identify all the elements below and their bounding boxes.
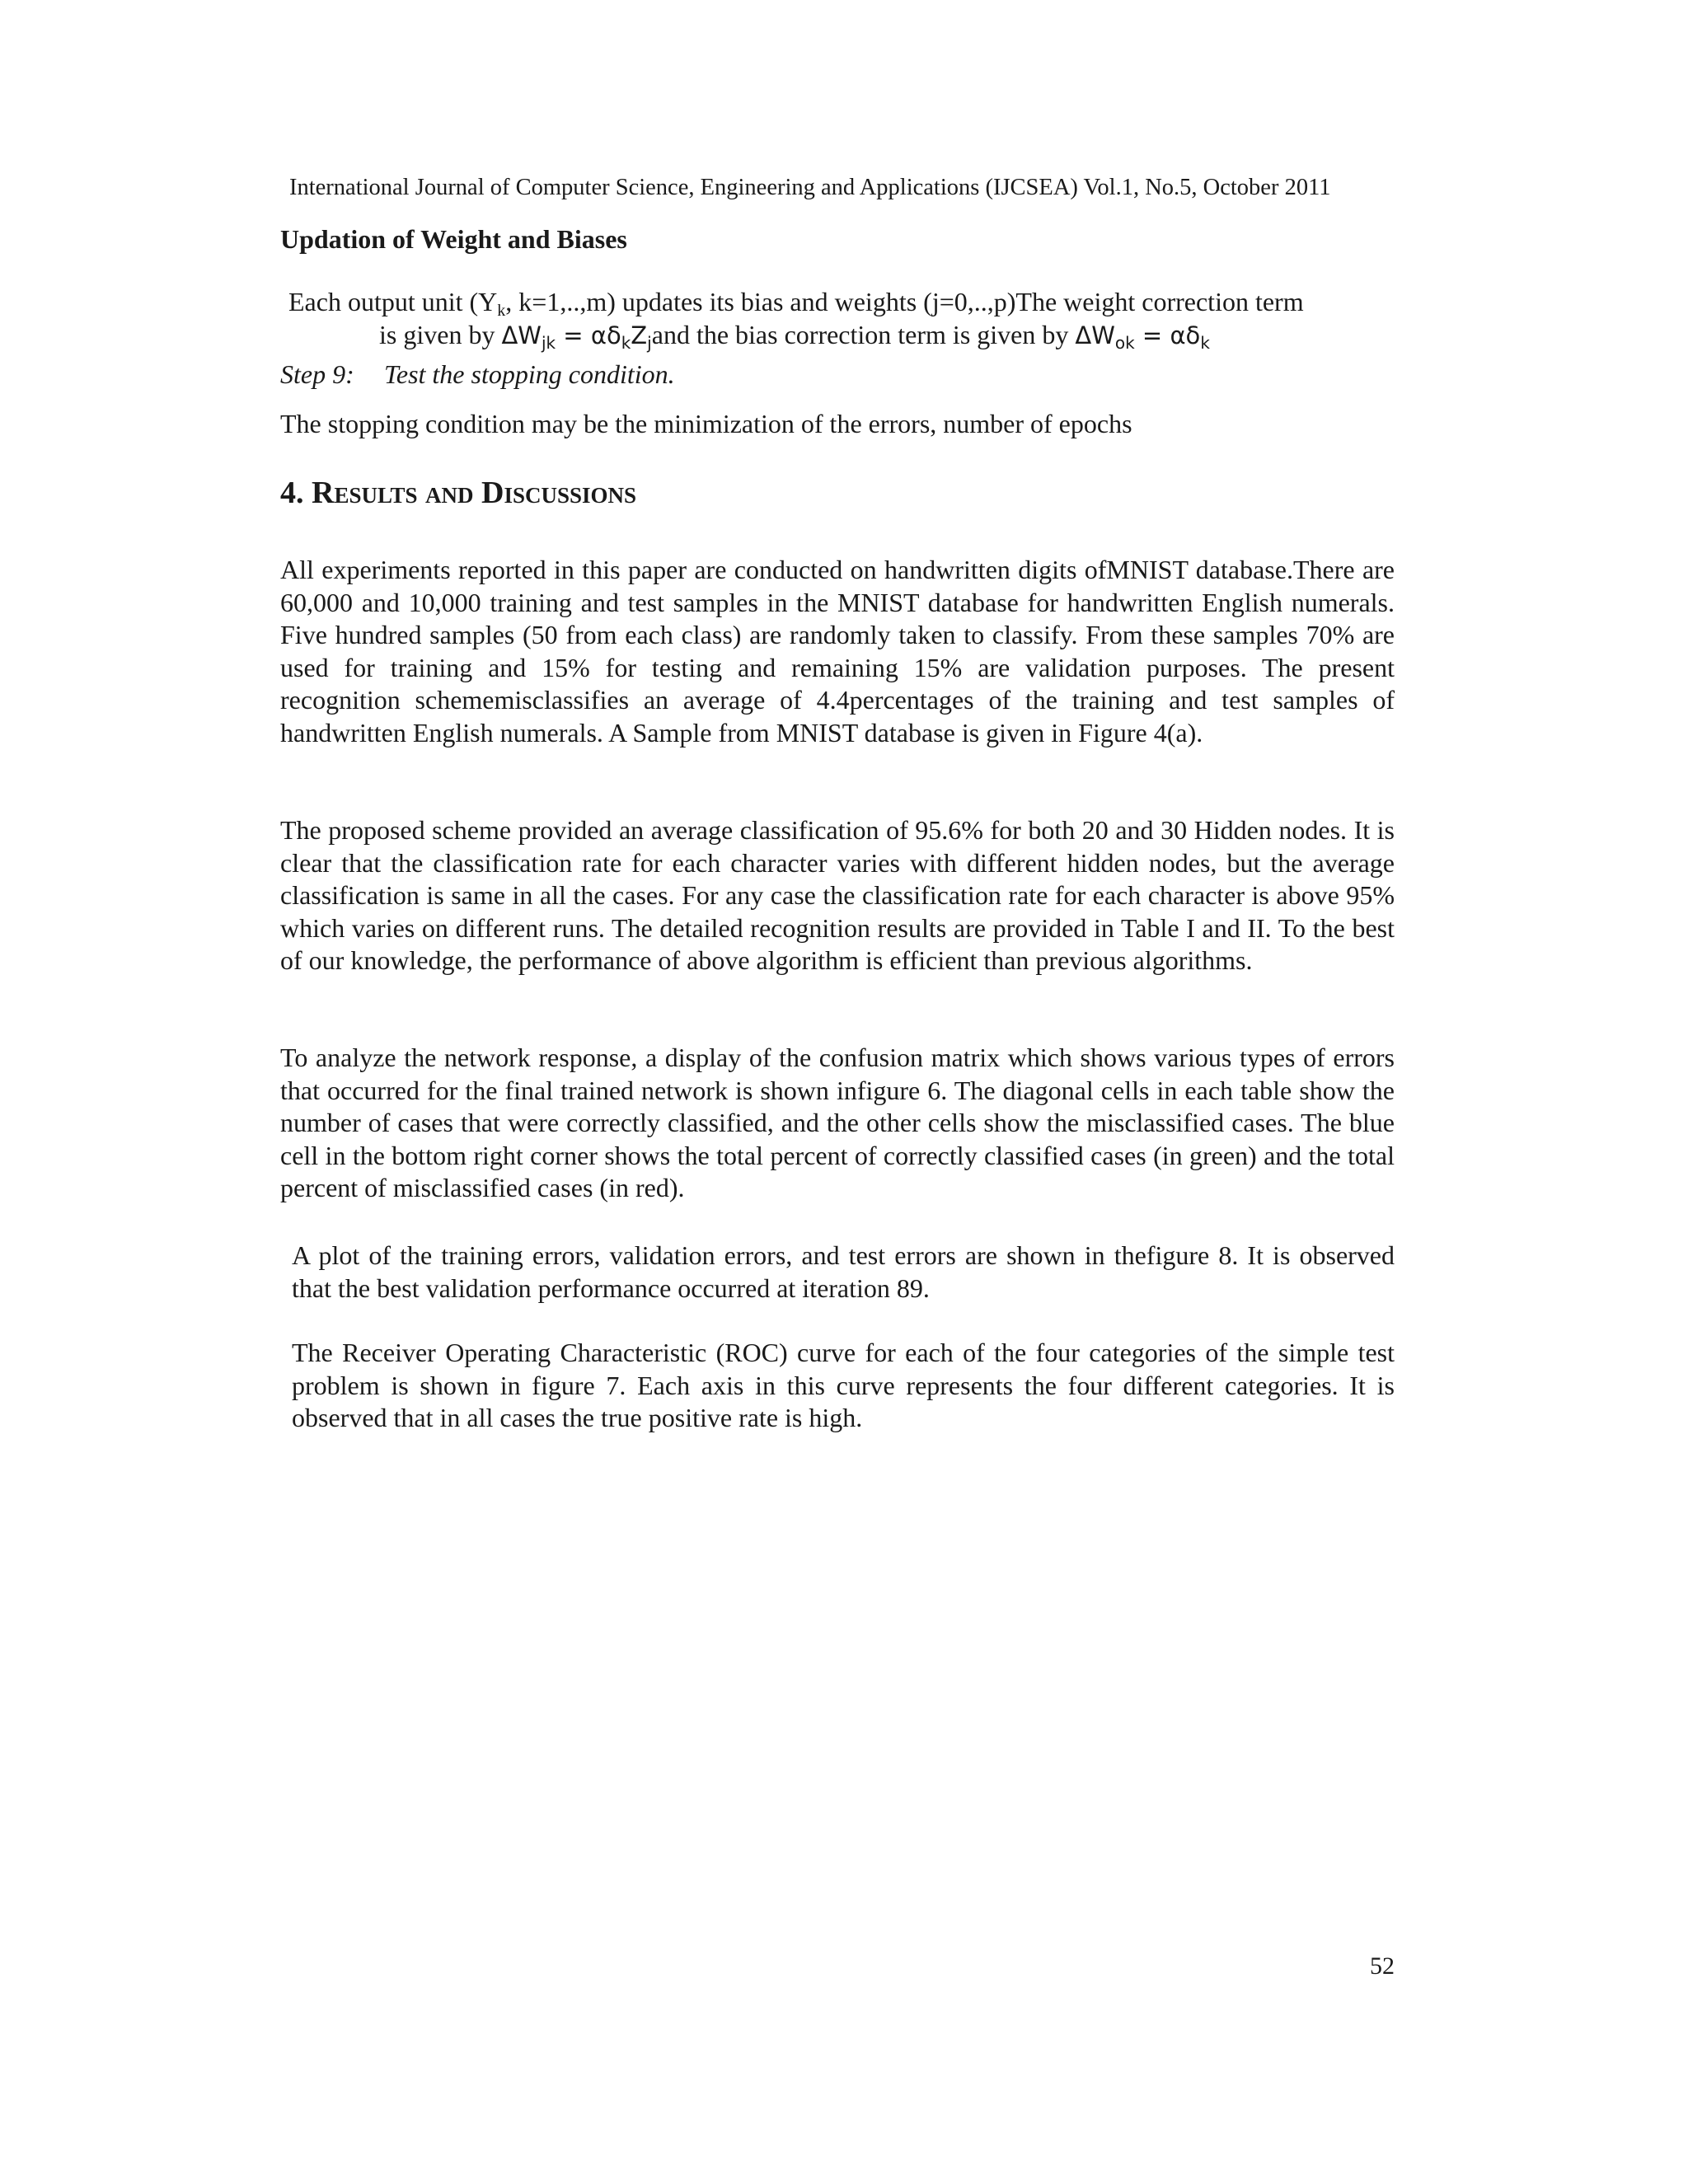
correction-middle: and the bias correction term is given by (651, 320, 1076, 349)
weight-eq-lhs: ΔW (501, 321, 542, 349)
output-unit-subscript: k (497, 302, 506, 320)
bias-eq-rhs-subscript: k (1200, 333, 1210, 353)
paragraph-confusion-matrix: To analyze the network response, a display of the confusion matrix which shows various types of errors that occurred for the final trained network is shown infigure 6. The diagonal cells in each table show the number of cases that were correctly classified, and the other cells show the misclassified cases. The blue cell in the bottom right corner shows the total percent of correctly classified cases (in green) and the total percent of misclassified cases (in red). (280, 1043, 1395, 1202)
output-unit-line (288, 285, 1409, 318)
bias-correction-equation (1075, 321, 1210, 353)
output-unit-prefix: Each output unit (Y (288, 287, 498, 316)
weight-update-description (288, 285, 1409, 352)
paragraph-experiments: All experiments reported in this paper are conducted on handwritten digits ofMNIST database.There are 60,000 and 10,000 training and test samples in the MNIST database for handwritten English numerals. Five hundred samples (50 from each class) are randomly taken to classify. From these samples 70% are used for training and 15% for testing and remaining 15% are validation purposes. The present recognition schememisclassifies an average of 4.4percentages of the training and test samples of handwritten English numerals. A Sample from MNIST database is given in Figure 4(a). (280, 555, 1395, 748)
paragraph-classification: The proposed scheme provided an average classification of 95.6% for both 20 and 30 Hidden nodes. It is clear that the classification rate for each character varies with different hidden nodes, but the average classification is same in all the cases. For any case the classification rate for each character is above 95% which varies on different runs. The detailed recognition results are provided in Table I and II. To the best of our knowledge, the performance of above algorithm is efficient than previous algorithms. (280, 815, 1395, 975)
paragraph-roc-curve: The Receiver Operating Characteristic (ROC) curve for each of the four categories of the simple test problem is shown in figure 7. Each axis in this curve represents the four different categories. It is observed that in all cases the true positive rate is high. (292, 1338, 1395, 1432)
page-number: 52 (1370, 1952, 1395, 1980)
step-9 (280, 356, 675, 392)
step-text: Test the stopping condition. (384, 359, 675, 389)
output-unit-suffix: , k=1,..,m) updates its bias and weights (j=0,..,p)The weight correction term (505, 287, 1304, 316)
bias-eq-rhs: = αδ (1134, 321, 1201, 349)
correction-prefix: is given by (379, 320, 502, 349)
subsection-heading-weights: Updation of Weight and Biases (280, 224, 627, 254)
stopping-condition-text: The stopping condition may be the minimization of the errors, number of epochs (280, 409, 1132, 438)
weight-eq-mid-subscript: k (621, 333, 631, 353)
weight-eq-z: Z (631, 321, 648, 349)
weight-eq-z-subscript: j (647, 333, 652, 353)
bias-eq-lhs: ΔW (1075, 321, 1115, 349)
step-label: Step 9: (280, 359, 354, 389)
weight-eq-lhs-subscript: jk (541, 333, 556, 353)
section-heading-results: 4. Results and Discussions (280, 476, 637, 510)
paragraph-error-plot: A plot of the training errors, validation errors, and test errors are shown in thefigure 8. It is observed that the best validation performance occurred at iteration 89. (292, 1240, 1395, 1303)
bias-eq-lhs-subscript: ok (1114, 333, 1135, 353)
running-header: International Journal of Computer Science, Engineering and Applications (IJCSEA) Vol.1, No.5, October 2011 (289, 175, 1331, 200)
weight-correction-equation (501, 321, 652, 353)
correction-term-line (288, 318, 1409, 352)
weight-eq-mid: = αδ (556, 321, 621, 349)
